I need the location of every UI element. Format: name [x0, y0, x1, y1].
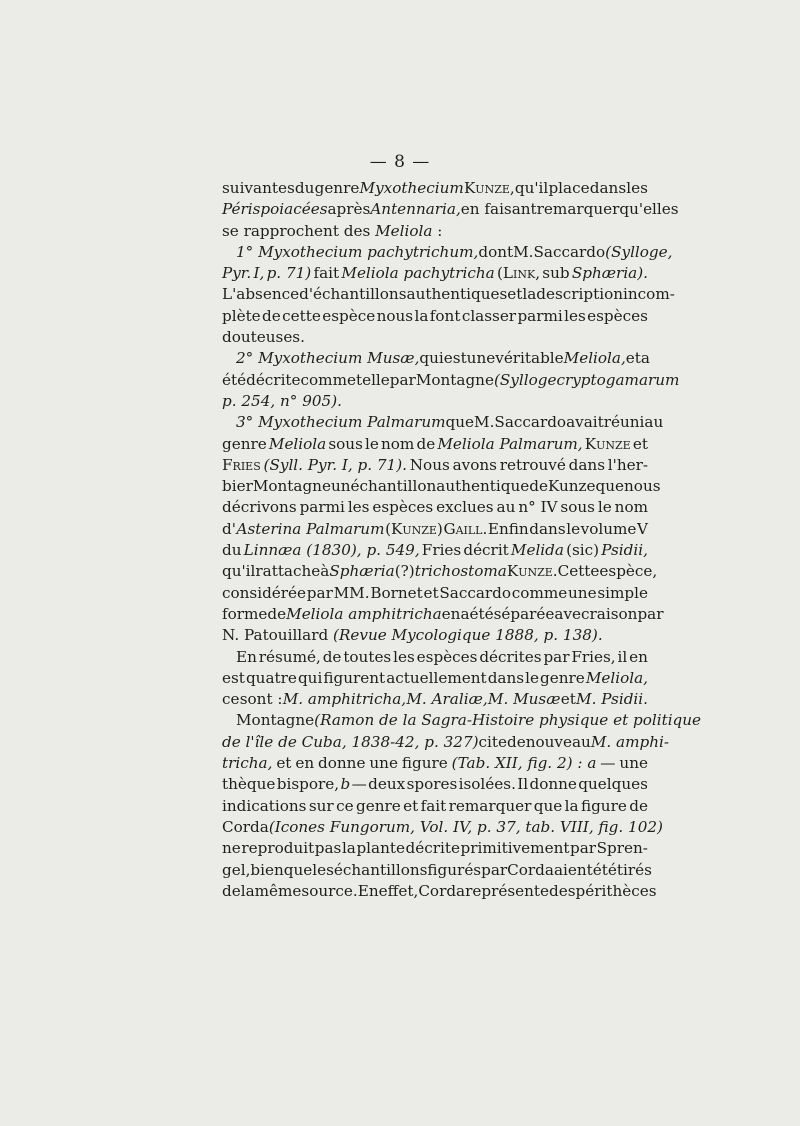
text-segment: au	[644, 413, 664, 432]
text-segment: parmi	[299, 498, 345, 517]
text-segment: retrouvé	[499, 455, 566, 474]
text-segment: b	[340, 775, 351, 794]
text-segment: périthèces	[575, 881, 657, 900]
text-segment: pas	[314, 839, 342, 858]
text-segment: de	[222, 881, 241, 900]
text-segment: Psidii,	[601, 541, 648, 560]
text-line	[222, 583, 648, 604]
text-line	[222, 327, 648, 348]
text-segment: se rapprochent des	[222, 221, 376, 240]
text-segment: la	[414, 306, 429, 325]
text-segment: M. Araliæ,	[406, 690, 488, 709]
text-segment: et	[403, 796, 419, 815]
text-segment: indications	[222, 796, 307, 815]
text-segment: parmi	[517, 306, 563, 325]
text-segment: genre	[355, 796, 401, 815]
text-segment: source.	[301, 881, 358, 900]
text-segment: figure	[401, 754, 448, 773]
text-segment: trichostoma	[414, 562, 507, 581]
text-segment: remarquer	[536, 200, 620, 219]
text-segment: fait	[313, 264, 340, 283]
text-segment: (Syll. Pyr. I, p. 71).	[263, 455, 407, 474]
text-segment: décrite	[246, 370, 301, 389]
text-segment: est	[222, 668, 245, 687]
text-segment: ce	[336, 796, 354, 815]
text-segment: du	[294, 179, 315, 197]
text-segment: Saccardo	[533, 242, 606, 261]
text-segment: du	[222, 541, 242, 560]
text-line	[222, 561, 658, 582]
text-segment: Fries	[222, 455, 261, 474]
text-segment: M. Musæ	[487, 690, 561, 709]
text-segment: une	[466, 349, 496, 368]
text-segment: cite	[478, 732, 507, 751]
text-segment: espèce,	[599, 562, 658, 581]
text-segment: genre	[540, 668, 585, 687]
text-line	[222, 774, 648, 795]
text-segment: —	[600, 754, 616, 773]
text-segment: nous	[376, 306, 414, 325]
text-segment: sous	[328, 434, 363, 453]
text-segment: espèces	[587, 306, 648, 325]
text-segment: et	[423, 583, 439, 602]
text-segment: en	[441, 604, 461, 623]
text-segment: et	[632, 434, 648, 453]
body-text	[222, 178, 702, 902]
text-segment: 2° Myxothecium Musæ,	[236, 349, 420, 368]
text-segment: toutes	[343, 647, 392, 666]
text-segment: le	[365, 434, 379, 453]
text-segment: nom	[381, 434, 415, 453]
text-segment: sous	[560, 498, 595, 517]
text-line	[222, 348, 648, 369]
text-line	[222, 647, 648, 668]
text-segment: par	[481, 860, 508, 879]
text-segment: dont	[478, 242, 514, 261]
text-segment: par	[543, 647, 570, 666]
text-line	[222, 838, 648, 859]
text-segment: par	[637, 604, 664, 623]
text-segment: de	[262, 306, 281, 325]
text-segment: cryptogamarum	[556, 370, 680, 389]
text-segment: sont :	[239, 690, 283, 709]
text-segment: V	[637, 519, 648, 538]
text-segment: L'absence	[222, 285, 300, 304]
text-segment: M.	[513, 242, 534, 261]
text-segment: et	[625, 349, 641, 368]
text-segment: espèce	[322, 306, 376, 325]
text-segment: font	[429, 306, 461, 325]
text-segment: I,	[253, 264, 265, 283]
text-segment: Meliola,	[585, 668, 648, 687]
text-line	[222, 540, 648, 561]
text-line	[222, 221, 648, 242]
text-segment: a	[460, 604, 470, 623]
text-segment: sur	[308, 796, 334, 815]
text-segment: Sphæria).	[571, 264, 648, 283]
text-segment: (Link,	[497, 264, 541, 283]
text-segment: décrivons	[222, 498, 297, 517]
text-segment: sub	[542, 264, 570, 283]
text-segment: considérée	[222, 583, 307, 602]
text-segment: de	[322, 647, 342, 666]
text-segment: le	[566, 519, 581, 538]
text-segment: l'her-	[607, 455, 648, 474]
text-segment: Montagne	[236, 711, 315, 730]
text-segment: échantillons	[333, 860, 428, 879]
text-segment: reproduit	[241, 839, 315, 858]
text-segment: isolées.	[458, 775, 516, 794]
text-segment: Corda	[418, 881, 466, 900]
text-line	[222, 434, 648, 455]
text-line	[222, 455, 648, 476]
text-segment: (Ramon de la Sagra-Histoire physique et politique	[314, 711, 702, 730]
text-segment: espèces	[372, 498, 434, 517]
text-segment: par	[389, 370, 416, 389]
text-segment: a	[640, 349, 650, 368]
text-segment: figurent	[323, 668, 386, 687]
text-segment: représente	[465, 881, 549, 900]
text-segment: Meliola amphitricha	[286, 604, 442, 623]
text-segment: même	[254, 881, 302, 900]
text-segment: après	[327, 200, 371, 219]
text-segment: été	[469, 604, 494, 623]
text-segment: remarquer	[448, 796, 532, 815]
text-line	[222, 242, 673, 263]
text-segment: incom-	[623, 285, 675, 304]
text-segment: Antennaria,	[370, 200, 461, 219]
text-segment: (Revue Mycologique 1888, p. 138).	[333, 626, 603, 645]
text-segment: Myxothecium	[359, 179, 464, 197]
text-segment: quatre	[245, 668, 297, 687]
text-line	[222, 881, 657, 902]
text-segment: p. 254, n° 905).	[222, 391, 342, 410]
text-segment: quelques	[578, 775, 648, 794]
text-segment: Asterina Palmarum	[236, 519, 385, 538]
text-segment: de l'île de Cuba, 1838-42, p. 327)	[222, 732, 479, 751]
text-segment: réuni	[603, 413, 645, 432]
text-segment: deux	[368, 775, 406, 794]
text-segment: le	[525, 668, 539, 687]
text-segment: qu'elles	[619, 200, 679, 219]
text-line	[222, 412, 664, 433]
text-segment: que	[445, 413, 475, 432]
text-segment: nous	[624, 477, 661, 496]
text-segment: les	[393, 647, 415, 666]
text-line	[222, 625, 648, 646]
text-segment: à	[320, 562, 330, 581]
text-segment: Gaill.	[443, 519, 488, 538]
text-line	[222, 753, 648, 774]
text-segment: —	[351, 775, 367, 794]
text-segment: suivantes	[222, 179, 295, 197]
text-segment: aient	[553, 860, 593, 879]
text-segment: un	[330, 477, 351, 496]
text-line	[222, 199, 679, 220]
text-segment: (Sylloge	[493, 370, 557, 389]
text-segment: de	[629, 796, 648, 815]
text-segment: ne	[222, 839, 241, 858]
text-line	[222, 284, 675, 305]
text-segment: En	[357, 881, 379, 900]
text-segment: avec	[554, 604, 590, 623]
text-line	[222, 519, 648, 540]
text-segment: de	[267, 604, 287, 623]
text-segment: bien	[250, 860, 284, 879]
text-segment: forme	[222, 604, 268, 623]
text-segment: donne	[529, 775, 577, 794]
text-segment: de	[507, 732, 526, 751]
text-line	[222, 391, 648, 412]
text-segment: la	[522, 285, 537, 304]
text-segment: la	[564, 796, 579, 815]
text-segment: Saccardo	[439, 583, 512, 602]
text-segment: M. Psidii.	[576, 690, 648, 709]
text-segment: en	[629, 647, 648, 666]
text-segment: place	[548, 179, 590, 197]
text-segment: effet,	[378, 881, 419, 900]
text-segment: une	[568, 583, 597, 602]
text-segment: gel,	[222, 860, 251, 879]
text-segment: nom	[614, 498, 648, 517]
text-segment: résumé,	[258, 647, 321, 666]
page-number-header: — 8 —	[369, 152, 431, 172]
text-segment: tricha,	[222, 754, 273, 773]
text-line	[222, 476, 661, 497]
text-segment: Fries,	[571, 647, 616, 666]
text-segment: échantillon	[350, 477, 437, 496]
text-segment: raison	[589, 604, 638, 623]
text-segment: des	[549, 881, 576, 900]
text-segment: thèque	[222, 775, 276, 794]
text-segment: Nous	[409, 455, 450, 474]
text-segment: Corda	[222, 817, 269, 836]
text-segment: MM.	[333, 583, 370, 602]
text-line	[222, 796, 648, 817]
text-segment: décrit	[463, 541, 509, 560]
text-segment: dans	[589, 179, 627, 197]
text-segment: et	[560, 690, 576, 709]
text-segment: une	[619, 754, 648, 773]
text-segment: ce	[222, 690, 240, 709]
text-segment: plante	[356, 839, 405, 858]
text-segment: simple	[597, 583, 648, 602]
text-segment: Enfin	[487, 519, 529, 538]
text-segment: avons	[452, 455, 497, 474]
text-segment: nouveau	[525, 732, 591, 751]
text-line	[222, 178, 648, 199]
text-segment: qui	[297, 668, 323, 687]
text-segment: Kunze	[547, 477, 596, 496]
text-segment: est	[443, 349, 467, 368]
text-segment: au	[496, 498, 516, 517]
text-segment: genre	[314, 179, 360, 197]
text-segment: (Sylloge,	[605, 242, 673, 261]
text-segment: Kunze	[584, 434, 631, 453]
text-segment: (Icones Fungorum, Vol. IV, p. 37, tab. VIII, fig. 102)	[268, 817, 663, 836]
text-segment: description	[536, 285, 624, 304]
text-segment: Meliola pachytricha	[341, 264, 495, 283]
text-line	[222, 306, 648, 327]
text-segment: exclues	[436, 498, 494, 517]
text-segment: Meliola Palmarum,	[437, 434, 583, 453]
text-segment: :	[432, 221, 443, 240]
text-segment: Sphæria	[329, 562, 395, 581]
text-segment: que	[595, 477, 625, 496]
text-segment: bispore,	[276, 775, 340, 794]
text-segment: N. Patouillard	[222, 626, 334, 645]
text-segment: décrites	[479, 647, 542, 666]
text-segment: donne	[318, 754, 366, 773]
text-segment: volume	[580, 519, 637, 538]
text-segment: classer	[461, 306, 517, 325]
text-segment: en faisant	[460, 200, 537, 219]
text-segment: qu'il	[222, 562, 256, 581]
text-segment: douteuses.	[222, 328, 305, 347]
text-segment: comme	[300, 370, 356, 389]
text-segment: dans	[529, 519, 566, 538]
text-segment: Melida	[510, 541, 564, 560]
text-segment: été	[592, 860, 617, 879]
text-segment: (?)	[394, 562, 415, 581]
text-segment: comme	[511, 583, 568, 602]
text-segment: figure	[580, 796, 627, 815]
text-segment: que	[533, 796, 563, 815]
text-segment: dans	[568, 455, 605, 474]
text-segment: Linnæa (1830), p. 549,	[243, 541, 420, 560]
text-segment: d'échantillons	[299, 285, 407, 304]
text-segment: p. 71)	[266, 264, 312, 283]
text-line	[222, 817, 663, 838]
text-segment: par	[306, 583, 333, 602]
text-segment: (Kunze)	[385, 519, 443, 538]
text-segment: Montagne	[252, 477, 331, 496]
text-segment: cette	[282, 306, 321, 325]
text-segment: qu'il	[514, 179, 549, 197]
text-segment: il	[617, 647, 628, 666]
text-segment: Bornet	[370, 583, 423, 602]
text-segment: Montagne	[415, 370, 494, 389]
text-line	[222, 263, 648, 284]
text-segment: plète	[222, 306, 261, 325]
text-segment: de	[416, 434, 436, 453]
text-line	[222, 668, 648, 689]
text-line	[222, 860, 652, 881]
text-segment: le	[597, 498, 612, 517]
text-segment: par	[570, 839, 597, 858]
text-segment: n° IV	[518, 498, 558, 517]
text-segment: la	[341, 839, 356, 858]
text-segment: Périspoiacées	[222, 200, 328, 219]
text-line	[222, 370, 680, 391]
text-segment: les	[312, 860, 334, 879]
text-line	[222, 689, 648, 710]
text-segment: d'	[222, 519, 236, 538]
text-segment: été	[222, 370, 247, 389]
text-segment: Pyr.	[222, 264, 252, 283]
text-segment: la	[240, 881, 255, 900]
text-segment: fait	[420, 796, 447, 815]
text-segment: Corda	[507, 860, 554, 879]
text-segment: M.	[474, 413, 495, 432]
text-segment: Kunze,	[463, 179, 515, 197]
text-segment: espèces	[416, 647, 478, 666]
text-line	[222, 732, 669, 753]
text-segment: véritable	[495, 349, 564, 368]
text-segment: Saccardo	[494, 413, 567, 432]
text-segment: M. amphi-	[590, 732, 669, 751]
text-segment: Kunze.	[506, 562, 558, 581]
text-segment: authentique	[436, 477, 530, 496]
text-segment: Spren-	[596, 839, 648, 858]
text-segment: les	[564, 306, 586, 325]
text-segment: (sic)	[566, 541, 600, 560]
text-segment: de	[529, 477, 548, 496]
text-segment: M. amphitricha,	[282, 690, 407, 709]
text-segment: actuellement	[386, 668, 487, 687]
text-segment: primitivement	[460, 839, 570, 858]
text-segment: que	[283, 860, 313, 879]
text-segment: 1° Myxothecium pachytrichum,	[236, 242, 479, 261]
text-segment: les	[347, 498, 370, 517]
text-segment: séparée	[493, 604, 555, 623]
text-segment: et	[276, 754, 292, 773]
text-segment: Meliola	[375, 221, 433, 240]
text-segment: avait	[566, 413, 604, 432]
text-line	[222, 710, 702, 731]
text-segment: qui	[419, 349, 444, 368]
text-segment: tirés	[616, 860, 652, 879]
text-segment: telle	[355, 370, 390, 389]
text-line	[222, 497, 648, 518]
text-segment: décrite	[405, 839, 460, 858]
text-segment: en	[295, 754, 315, 773]
text-segment: 3° Myxothecium Palmarum	[236, 413, 446, 432]
text-segment: Cette	[557, 562, 600, 581]
text-segment: et	[507, 285, 523, 304]
text-segment: Fries	[421, 541, 462, 560]
text-segment: les	[626, 179, 648, 197]
text-segment: genre	[222, 434, 267, 453]
text-segment: (Tab. XII, fig. 2) : a	[451, 754, 597, 773]
text-segment: rattache	[255, 562, 321, 581]
text-segment: figurés	[427, 860, 482, 879]
text-segment: En	[236, 647, 257, 666]
text-segment: Il	[517, 775, 529, 794]
text-segment: Meliola	[268, 434, 327, 453]
text-segment: authentiques	[406, 285, 508, 304]
text-line	[222, 604, 664, 625]
text-segment: une	[369, 754, 398, 773]
text-segment: spores	[406, 775, 458, 794]
text-segment: dans	[487, 668, 525, 687]
text-segment: Meliola,	[563, 349, 626, 368]
text-segment: bier	[222, 477, 253, 496]
